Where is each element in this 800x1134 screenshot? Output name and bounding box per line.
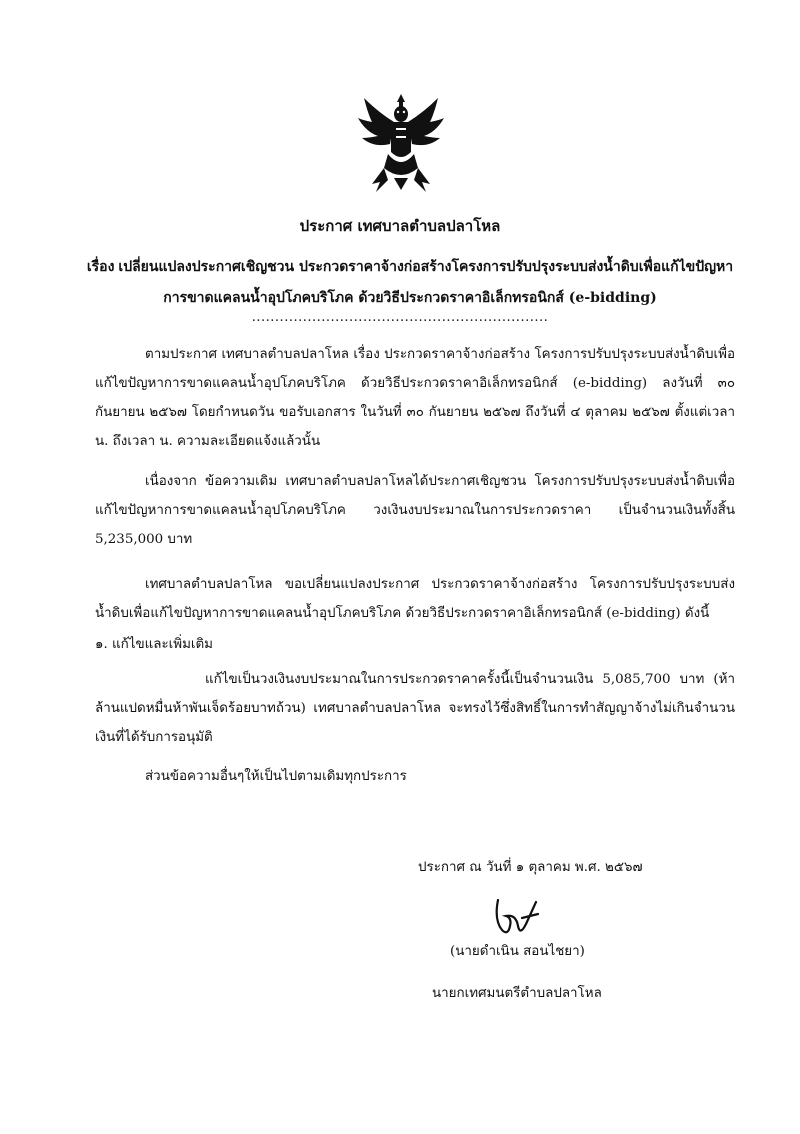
paragraph-new-budget: แก้ไขเป็นวงเงินงบประมาณในการประกวดราคาครั้งนี้เป็นจำนวนเงิน 5,085,700 บาท (ห้าล้านแปดหมื่นห้าพันเจ็ดร้อยบาทถ้วน) เทศบาลตำบลปลาโหล จะทรงไว้ซึ่งสิทธิ์ในการทำสัญญาจ้างไม่เกินจำนวนเงินที่ได้รับการอนุมัติ [95,672,735,745]
garuda-emblem [358,92,444,196]
divider-line: ................................................................ [251,310,549,325]
subject-label: เรื่อง [86,259,115,275]
announcement-title: ประกาศ เทศบาลตำบลปลาโหล [299,217,501,235]
paragraph-change-notice: เทศบาลตำบลปลาโหล ขอเปลี่ยนแปลงประกาศ ประกวดราคาจ้างก่อสร้าง โครงการปรับปรุงระบบส่งน้ำดิบเพื่อแก้ไขปัญหาการขาดแคลนน้ำอุปโภคบริโภค ด้วยวิธีประกวดราคาอิเล็กทรอนิกส์ (e-bidding) ดังนี้ [95,577,735,621]
signature-mark [492,896,542,942]
announcement-subject [80,252,740,314]
signer-name: (นายดำเนิน สอนไชยา) [450,944,585,959]
paragraph-reference: ตามประกาศ เทศบาลตำบลปลาโหล เรื่อง ประกวดราคาจ้างก่อสร้าง โครงการปรับปรุงระบบส่งน้ำดิบเพื่อแก้ไขปัญหาการขาดแคลนน้ำอุปโภคบริโภค ด้วยวิธีประกวดราคาอิเล็กทรอนิกส์ (e-bidding) ลงวันที่ ๓๐ กันยายน ๒๕๖๗ โดยกำหนดวัน ขอรับเอกสาร ในวันที่ ๓๐ กันยายน ๒๕๖๗ ถึงวันที่ ๔ ตุลาคม ๒๕๖๗ ตั้งแต่เวลา น. ถึงเวลา น. ความละเอียดแจ้งแล้วนั้น [95,347,735,449]
subject-text: เปลี่ยนแปลงประกาศเชิญชวน ประกวดราคาจ้างก่อสร้างโครงการปรับปรุงระบบส่งน้ำดิบเพื่อแก้ไขปัญหาการขาดแคลนน้ำอุปโภคบริโภค ด้วยวิธีประกวดราคาอิเล็กทรอนิกส์ (e-bidding) [118,259,734,306]
paragraph-original-budget: เนื่องจาก ข้อความเดิม เทศบาลตำบลปลาโหลได้ประกาศเชิญชวน โครงการปรับปรุงระบบส่งน้ำดิบเพื่อแก้ไขปัญหาการขาดแคลนน้ำอุปโภคบริโภค วงเงินงบประมาณในการประกวดราคา เป็นจำนวนเงินทั้งสิ้น 5,235,000 บาท [95,474,735,547]
section-heading: ๑. แก้ไขและเพิ่มเติม [95,637,213,652]
paragraph-other-terms: ส่วนข้อความอื่นๆให้เป็นไปตามเดิมทุกประการ [145,769,407,784]
announcement-date: ประกาศ ณ วันที่ ๑ ตุลาคม พ.ศ. ๒๕๖๗ [418,860,643,875]
signer-position: นายกเทศมนตรีตำบลปลาโหล [432,986,602,1001]
